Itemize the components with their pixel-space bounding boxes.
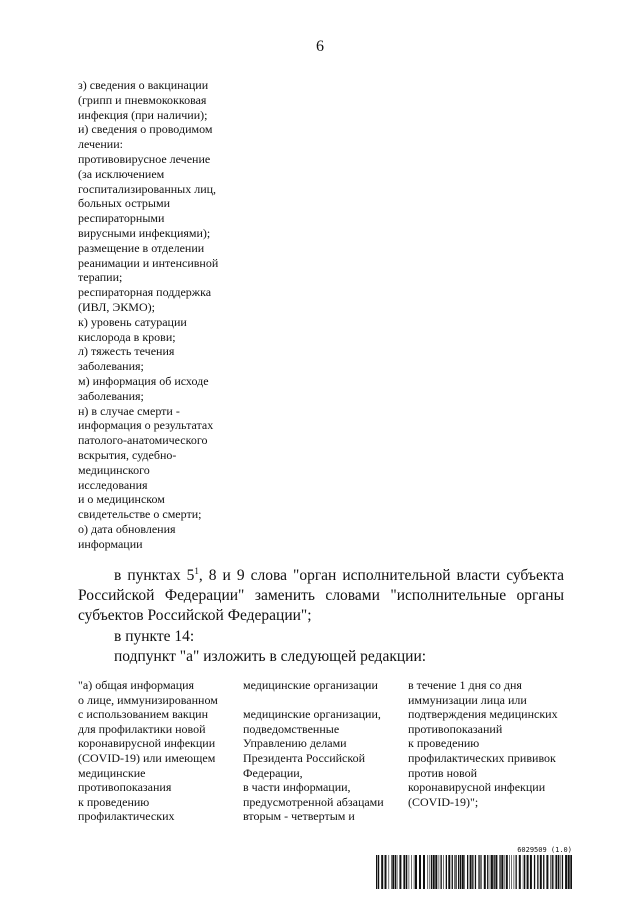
table-cell-line: Федерации, [243, 765, 303, 780]
table-column-providers [243, 678, 403, 824]
amendment-paragraph-2: в пункте 14: [114, 628, 195, 645]
table-cell-line: Президента Российской [243, 750, 366, 765]
list-line: респираторными [78, 211, 165, 226]
list-line: кислорода в крови; [78, 329, 176, 344]
table-cell-line: Управлению делами [243, 736, 347, 751]
table-cell-line: предусмотренной абзацами [243, 794, 384, 809]
table-cell-line: с использованием вакцин [78, 707, 208, 722]
paragraph-1-prefix: в пунктах 5 [114, 567, 195, 584]
table-cell-line: (COVID-19)"; [408, 794, 479, 809]
list-line: исследования [78, 477, 148, 492]
list-line: патолого-анатомического [78, 433, 208, 448]
list-line: госпитализированных лиц, [78, 181, 217, 196]
table-cell-line: в части информации, [243, 780, 351, 795]
list-line: вскрытия, судебно- [78, 447, 177, 462]
paragraph-1-superscript: 1 [194, 565, 199, 576]
page-number: 6 [316, 38, 324, 55]
list-line: информации [78, 536, 143, 551]
list-line: заболевания; [78, 359, 144, 374]
barcode-caption: 6029509 (1.0) [517, 846, 572, 854]
list-line: респираторная поддержка [78, 285, 212, 300]
data-column-list [78, 78, 248, 552]
amendment-paragraph-1 [78, 566, 564, 626]
table-column-timing [408, 678, 573, 809]
table-cell-line: профилактических [78, 809, 175, 824]
list-line: реанимации и интенсивной [78, 255, 219, 270]
table-cell-line: противопоказаний [408, 721, 503, 736]
paragraph-1-rest: , 8 и 9 слова "орган исполнительной власти субъекта Российской Федерации" заменить словами "исполнительные органы субъектов Российской Федерации"; [78, 567, 564, 624]
table-cell-line: в течение 1 дня со дня [408, 678, 522, 692]
list-line: медицинского [78, 462, 150, 477]
list-line: и) сведения о проводимом [78, 122, 213, 137]
table-cell-line: к проведению [78, 794, 150, 809]
table-cell-line: медицинские организации [243, 678, 378, 692]
list-line: м) информация об исходе [78, 373, 209, 388]
list-line: информация о результатах [78, 418, 214, 433]
list-line: инфекция (при наличии); [78, 107, 208, 122]
table-cell-line: (COVID-19) или имеющем [78, 750, 216, 765]
list-line: свидетельстве о смерти; [78, 507, 202, 522]
table-cell-line: подтверждения медицинских [408, 707, 558, 722]
table-cell-line: медицинские [78, 765, 146, 780]
list-line: (за исключением [78, 166, 165, 181]
list-line: размещение в отделении [78, 240, 205, 255]
table-cell-line [243, 693, 403, 708]
barcode-block [376, 846, 572, 890]
list-line: заболевания; [78, 388, 144, 403]
table-cell-line: о лице, иммунизированном [78, 692, 218, 707]
table-cell-line: "а) общая информация [78, 678, 195, 692]
table-cell-line: для профилактики новой [78, 721, 206, 736]
table-cell-line: подведомственные [243, 721, 340, 736]
list-line: з) сведения о вакцинации [78, 78, 209, 92]
table-column-information [78, 678, 238, 824]
table-cell-line: противопоказания [78, 780, 172, 795]
list-line: (ИВЛ, ЭКМО); [78, 299, 155, 314]
list-line: (грипп и пневмококковая [78, 92, 207, 107]
table-cell-line: вторым - четвертым и [243, 809, 355, 824]
list-line: и о медицинском [78, 492, 165, 507]
table-cell-line: профилактических прививок [408, 750, 556, 765]
table-cell-line: коронавирусной инфекции [78, 736, 216, 751]
amendment-paragraph-3: подпункт "а" изложить в следующей редакции: [114, 648, 427, 665]
list-line: терапии; [78, 270, 123, 285]
list-line: лечении: [78, 137, 123, 152]
table-cell-line: медицинские организации, [243, 707, 381, 722]
table-cell-line: против новой [408, 765, 478, 780]
table-cell-line: иммунизации лица или [408, 692, 527, 707]
barcode-image [376, 855, 572, 889]
list-line: о) дата обновления [78, 521, 176, 536]
table-cell-line: коронавирусной инфекции [408, 780, 546, 795]
list-line: больных острыми [78, 196, 170, 211]
table-cell-line: к проведению [408, 736, 480, 751]
list-line: вирусными инфекциями); [78, 225, 211, 240]
list-line: л) тяжесть течения [78, 344, 175, 359]
list-line: противовирусное лечение [78, 151, 211, 166]
list-line: н) в случае смерти - [78, 403, 180, 418]
list-line: к) уровень сатурации [78, 314, 187, 329]
